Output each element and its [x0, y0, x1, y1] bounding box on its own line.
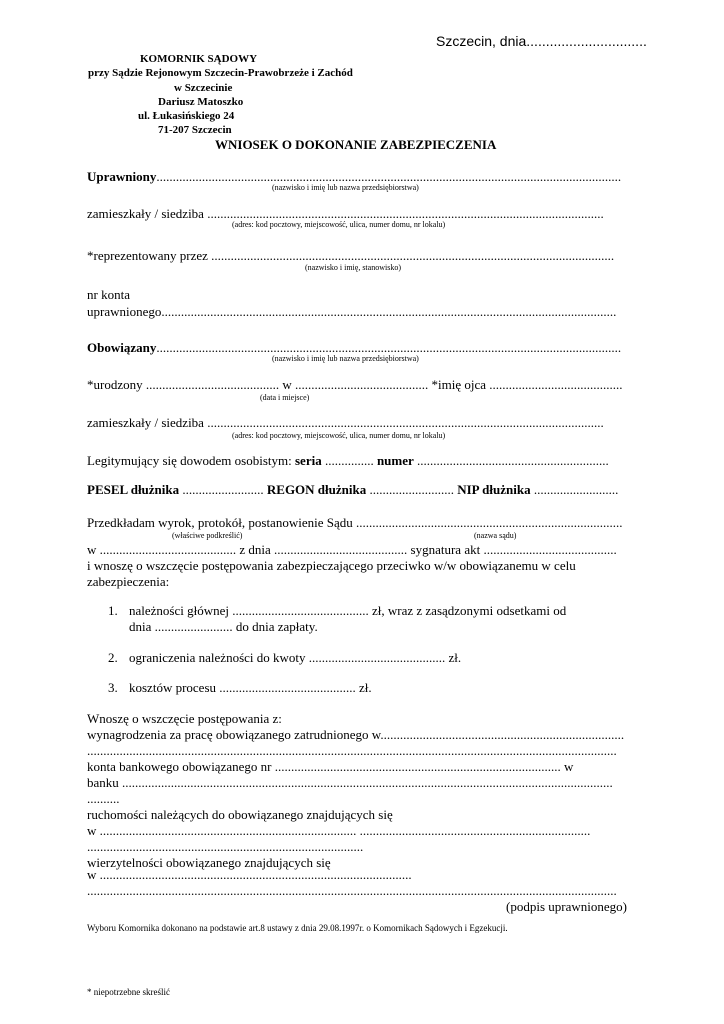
asterisk-footnote: * niepotrzebne skreślić	[87, 987, 170, 997]
header-line-2: przy Sądzie Rejonowym Szczecin-Prawobrzeże i Zachód	[88, 67, 353, 79]
nip-label: NIP dłużnika	[457, 482, 531, 497]
item-1-number: 1.	[108, 603, 118, 618]
pesel-label: PESEL dłużnika	[87, 482, 180, 497]
judgment-line-1: Przedkładam wyrok, protokół, postanowienie Sądu ..................................................................................	[87, 515, 623, 530]
debtor-residence-hint: (adres: kod pocztowy, miejscowość, ulica, numer domu, nr lokalu)	[232, 431, 446, 440]
judgment-line-3: i wnoszę o wszczęcie postępowania zabezpieczającego przeciwko w/w obowiązanemu w celu	[87, 558, 576, 573]
date-line: Szczecin, dnia...............................	[436, 33, 647, 49]
motion-line-9: .....................................................................................	[87, 839, 364, 854]
motion-line-7: ruchomości należących do obowiązanego znajdujących się	[87, 807, 393, 822]
creditor-hint: (nazwisko i imię lub nazwa przedsiębiorstwa)	[272, 183, 419, 192]
id-prefix: Legitymujący się dowodem osobistym:	[87, 453, 295, 468]
header-line-6: 71-207 Szczecin	[158, 124, 232, 136]
debtor-residence: zamieszkały / siedziba ..........................................................................................................................	[87, 415, 604, 430]
judgment-hint-left: (właściwe podkreślić)	[172, 531, 243, 540]
item-1-text-2: dnia ........................ do dnia zapłaty.	[129, 619, 318, 634]
debtor-dots: ...............................................................................................................................................	[156, 340, 622, 355]
header-line-5: ul. Łukasińskiego 24	[138, 110, 235, 122]
nip-dots: ..........................	[530, 482, 619, 497]
regon-label: REGON dłużnika	[266, 482, 367, 497]
document-title: WNIOSEK O DOKONANIE ZABEZPIECZENIA	[215, 137, 497, 152]
judgment-line-2: w .......................................... z dnia ......................................... sygnatura akt .........................................	[87, 542, 617, 557]
creditor-residence: zamieszkały / siedziba ..........................................................................................................................	[87, 206, 604, 221]
debtor-label: Obowiązany	[87, 340, 157, 355]
motion-line-10: wierzytelności obowiązanego znajdujących się	[87, 855, 331, 870]
judgment-line-4: zabezpieczenia:	[87, 574, 170, 589]
item-2-text: ograniczenia należności do kwoty .......................................... zł.	[129, 650, 462, 665]
header-line-1: KOMORNIK SĄDOWY	[140, 53, 258, 65]
creditor-label: Uprawniony	[87, 169, 157, 184]
creditor-represented-hint: (nazwisko i imię, stanowisko)	[305, 263, 401, 272]
item-3-number: 3.	[108, 680, 118, 695]
debtor-hint: (nazwisko i imię lub nazwa przedsiębiorstwa)	[272, 354, 419, 363]
motion-line-1: Wnoszę o wszczęcie postępowania z:	[87, 711, 282, 726]
motion-line-5: banku .......................................................................................................................................................	[87, 775, 613, 790]
id-seria-dots: ...............	[321, 453, 377, 468]
id-seria-label: seria	[294, 453, 322, 468]
pesel-dots: .........................	[179, 482, 267, 497]
id-numer-dots: ...........................................................	[413, 453, 609, 468]
item-2-number: 2.	[108, 650, 118, 665]
motion-line-11: w ................................................................................................	[87, 867, 412, 882]
motion-line-4: konta bankowego obowiązanego nr ........................................................................................ w	[87, 759, 574, 774]
motion-line-12: ...................................................................................................................................................................	[87, 883, 617, 898]
motion-line-3: ...................................................................................................................................................................	[87, 743, 617, 758]
law-footnote: Wyboru Komornika dokonano na podstawie art.8 ustawy z dnia 29.08.1997r. o Komornikach Sądowych i Egzekucji.	[87, 923, 508, 933]
creditor-represented: *reprezentowany przez ............................................................................................................................	[87, 248, 615, 263]
regon-dots: ..........................	[366, 482, 458, 497]
debtor-id-row	[87, 453, 609, 469]
header-line-3: w Szczecinie	[174, 82, 233, 94]
header-line-4: Dariusz Matoszko	[158, 96, 244, 108]
creditor-dots: ...............................................................................................................................................	[156, 169, 622, 184]
motion-line-2: wynagrodzenia za pracę obowiązanego zatrudnionego w...........................................................................	[87, 727, 625, 742]
signature-label: (podpis uprawnionego)	[506, 899, 627, 914]
creditor-residence-hint: (adres: kod pocztowy, miejscowość, ulica, numer domu, nr lokalu)	[232, 220, 446, 229]
item-3-text: kosztów procesu .......................................... zł.	[129, 680, 372, 695]
debtor-born-hint: (data i miejsce)	[260, 393, 310, 402]
motion-line-6: ..........	[87, 791, 120, 806]
creditor-account-label: nr konta	[87, 287, 130, 302]
item-1-text: należności głównej .......................................... zł, wraz z zasądzonymi odsetkami od	[129, 603, 567, 618]
judgment-hint-right: (nazwa sądu)	[474, 531, 517, 540]
motion-line-8: w ............................................................................... .......................................................................	[87, 823, 591, 838]
creditor-account-line: uprawnionego............................................................................................................................................	[87, 304, 617, 319]
debtor-tax-row	[87, 482, 618, 498]
id-numer-label: numer	[376, 453, 414, 468]
debtor-born: *urodzony ......................................... w ......................................... *imię ojca .........................................	[87, 377, 623, 392]
